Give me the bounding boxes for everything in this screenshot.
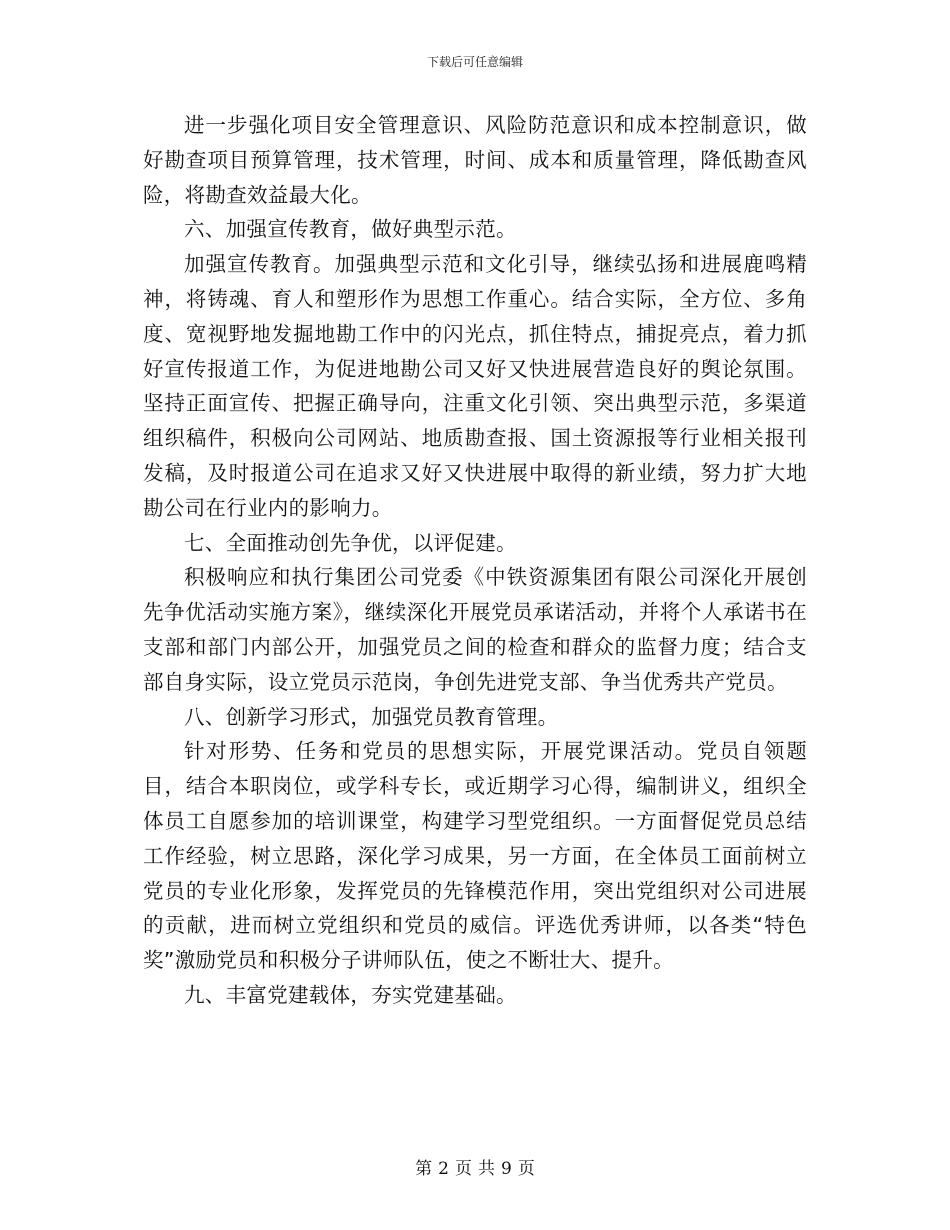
page-header: 下载后可任意编辑: [426, 55, 523, 69]
body-paragraph: 进一步强化项目安全管理意识、风险防范意识和成本控制意识，做好勘查项目预算管理，技术管理，时间、成本和质量管理，降低勘查风险，将勘查效益最大化。: [143, 113, 807, 207]
footer-total-prefix: 共: [478, 1159, 495, 1179]
section-heading-8: 八、创新学习形式，加强党员教育管理。: [184, 704, 559, 729]
body-paragraph: 积极响应和执行集团公司党委《中铁资源集团有限公司深化开展创先争优活动实施方案》，继续深化开展党员承诺活动，并将个人承诺书在支部和部门内部公开，加强党员之间的检查和群众的监督力度；结合支部自身实际，设立党员示范岗，争创先进党支部、争当优秀共产党员。: [143, 565, 807, 694]
footer-page-word-end: 页: [517, 1159, 535, 1179]
page-number-footer: [0, 1154, 950, 1179]
total-page-number: 9: [501, 1159, 512, 1179]
body-paragraph: 加强宣传教育。加强典型示范和文化引导，继续弘扬和进展鹿鸣精神，将铸魂、育人和塑形作为思想工作重心。结合实际，全方位、多角度、宽视野地发掘地勘工作中的闪光点，抓住特点，捕捉亮点，着力抓好宣传报道工作，为促进地勘公司又好又快进展营造良好的舆论氛围。坚持正面宣传、把握正确导向，注重文化引领、突出典型示范，多渠道组织稿件，积极向公司网站、地质勘查报、国土资源报等行业相关报刊发稿，及时报道公司在追求又好又快进展中取得的新业绩，努力扩大地勘公司在行业内的影响力。: [143, 252, 807, 520]
section-heading-9: 九、丰富党建载体，夯实党建基础。: [184, 982, 517, 1007]
document-body: [143, 108, 807, 1013]
footer-page-word: 页: [455, 1159, 472, 1179]
footer-page-prefix: 第: [415, 1159, 433, 1179]
section-heading-6: 六、加强宣传教育，做好典型示范。: [184, 217, 517, 242]
section-heading-7: 七、全面推动创先争优，以评促建。: [184, 530, 517, 555]
current-page-number: 2: [438, 1159, 449, 1179]
body-paragraph: 针对形势、任务和党员的思想实际，开展党课活动。党员自领题目，结合本职岗位，或学科专长，或近期学习心得，编制讲义，组织全体员工自愿参加的培训课堂，构建学习型党组织。一方面督促党员总结工作经验，树立思路，深化学习成果，另一方面，在全体员工面前树立党员的专业化形象，发挥党员的先锋模范作用，突出党组织对公司进展的贡献，进而树立党组织和党员的威信。评选优秀讲师，以各类“特色奖”激励党员和积极分子讲师队伍，使之不断壮大、提升。: [143, 739, 807, 973]
